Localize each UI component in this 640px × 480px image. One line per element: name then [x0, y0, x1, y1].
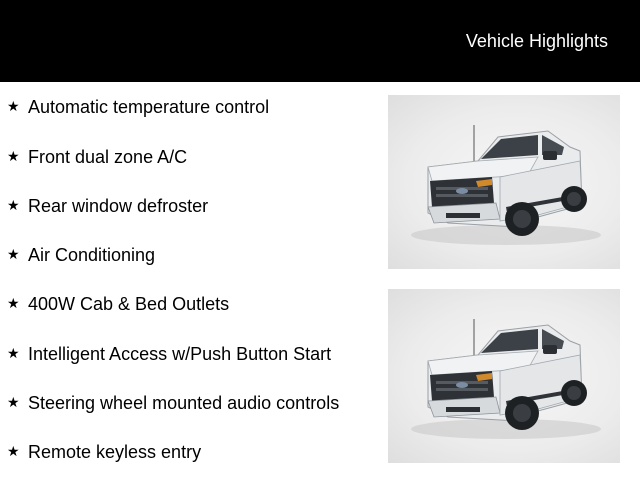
- star-icon: ★: [7, 443, 20, 459]
- star-icon: ★: [7, 197, 20, 213]
- star-icon: ★: [7, 98, 20, 114]
- feature-label: Remote keyless entry: [28, 442, 202, 462]
- vehicle-photo: [388, 95, 620, 269]
- page-title: Vehicle Highlights: [465, 31, 608, 51]
- star-icon: ★: [7, 345, 20, 361]
- star-icon: ★: [7, 246, 20, 262]
- feature-label: Rear window defroster: [28, 196, 209, 216]
- star-icon: ★: [7, 148, 20, 164]
- vehicle-photo: [388, 289, 620, 463]
- truck-image: [388, 95, 620, 269]
- star-icon: ★: [7, 295, 20, 311]
- header-bar: [0, 0, 640, 82]
- truck-image: [388, 289, 620, 463]
- star-icon: ★: [7, 394, 20, 410]
- feature-label: Steering wheel mounted audio controls: [28, 393, 340, 413]
- feature-label: 400W Cab & Bed Outlets: [28, 294, 230, 314]
- feature-label: Intelligent Access w/Push Button Start: [28, 344, 332, 364]
- feature-label: Automatic temperature control: [28, 97, 270, 117]
- feature-label: Front dual zone A/C: [28, 147, 188, 167]
- feature-label: Air Conditioning: [28, 245, 156, 265]
